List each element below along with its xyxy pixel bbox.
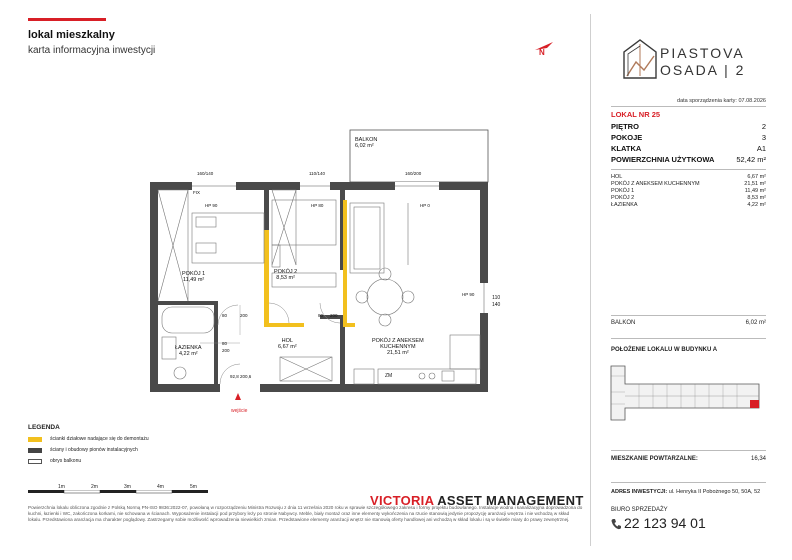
plan-room2-label [274,269,297,281]
window-dims: 110/140 [309,171,325,176]
repeatable-apartment-row [611,456,766,462]
info-label: POKOJE [611,133,643,142]
floor-plan [140,125,500,415]
window-dims: 160/140 [197,171,214,176]
brand-part-2: ASSET MANAGEMENT [433,493,584,508]
north-arrow-icon [533,38,555,56]
logo-line-2: OSADA | 2 [660,62,746,78]
window-width: 160 [197,171,205,176]
separator [611,169,766,170]
plan-living-label [372,338,424,356]
plan-room-area: 6,02 m² [355,143,374,149]
door-dim: 80 [222,313,228,318]
door-dim: 200 [240,313,248,318]
info-value: 3 [761,133,766,142]
balcony-label: BALKON [611,320,636,326]
window-height: 140 [205,171,214,176]
info-row-staircase [611,143,766,154]
plan-balcony-label [355,137,377,149]
entrance-arrow-icon [235,393,241,400]
building-position-title: POŁOŻENIE LOKALU W BUDYNKU A [611,347,718,353]
footer-disclaimer: Powierzchnia lokalu obliczona zgodnie z Polską Normą PN-ISO 9836:2022-07, powołaną w rozporządzeniu Ministra Rozwoju z dnia 11 września 2020 roku w sprawie szczegółowego zakresu i formy projektu budowlanego. Instalacje wodna i kanalizacyjna doprowadzona do kuchni, łazienki i WC, zakończona korkami, nie schowana w ścianach. Wyposażenie instalacji pod przybory leży po stronie Nabywcy. Meble, biały montaż oraz inne elementy wykończenia na rzucie stanowią jedynie propozycję aranżacji wnętrza i nie wchodzą w skład lokalu. Przedstawiona aranżacja ma charakter poglądowy. Zastrzegamy sobie możliwość wprowadzenia niewielkich zmian. Przedstawione elementy aranżacji wnętrz nie stanowią oferty handlowej ani wchodzą w skład lokalu i są w świetle miary do prawy zewnętrznej. [28,505,583,522]
rooms-table [611,174,766,209]
brand-part-1: VICTORIA [370,493,434,508]
window-width: 110 [492,295,501,301]
room-value: 8,53 m² [747,195,766,201]
legend-item [28,447,138,453]
address-label: ADRES INWESTYCJI: [611,489,668,495]
room-row [611,195,766,202]
sales-office-label: BIURO SPRZEDAŻY [611,507,668,513]
door-dim: 200 [222,348,230,353]
plan-bathroom-label [175,345,202,357]
info-value: 52,42 m² [736,155,766,164]
room-label: POKÓJ Z ANEKSEM KUCHENNYM [611,181,700,187]
scale-label: 2m [91,484,98,490]
room-value: 11,49 m² [744,188,766,194]
phone-icon [611,518,621,530]
legend-label: ściany i obudowy pionów instalacyjnych [50,447,138,453]
room-row [611,202,766,209]
room-label: POKÓJ 1 [611,188,635,194]
scale-label: 1m [58,484,65,490]
plan-room-name: BALKON [355,137,378,143]
page-subtitle: karta informacyjna inwestycji [28,45,156,56]
info-label: POWIERZCHNIA UŻYTKOWA [611,155,715,164]
room-label: POKÓJ 2 [611,195,635,201]
hp-label: HP 80 [311,203,324,208]
vertical-divider [590,14,591,546]
scale-label: 5m [190,484,197,490]
address-value: ul. Henryka II Pobożnego 50, 50A, 52 [668,489,761,495]
legend-title: LEGENDA [28,424,60,431]
balcony-row [611,320,766,326]
info-row-floor [611,121,766,132]
hp-label: HP 0 [420,203,430,208]
separator [611,338,766,339]
door-dim: 200,6 [240,374,252,379]
legend-item [28,458,81,464]
legend-label: obrys balkonu [50,458,82,464]
page-title: lokal mieszkalny [28,29,115,41]
repeatable-value: 16,34 [750,456,766,462]
info-label: KLATKA [611,144,642,153]
window-dims: 160/200 [405,171,422,176]
entrance-label: wejście [231,408,248,414]
info-value: A1 [756,144,766,153]
building-location-map [609,362,767,424]
plan-room-area: 8,53 m² [276,275,295,281]
side-window-dims [492,295,500,309]
window-height: 200 [413,171,422,176]
plan-room-area: 11,49 m² [182,277,205,283]
logo-line-1: PIASTOVA [660,45,745,61]
room-label: ŁAZIENKA [611,202,638,208]
legend-swatch [28,459,42,464]
door-dim: 200 [330,313,338,318]
door-dim: 80 [222,341,228,346]
plan-room-name: ŁAZIENKA [175,345,202,351]
room-value: 4,22 m² [747,202,766,208]
scale-bar [28,490,210,496]
svg-text:N: N [539,48,545,56]
room-value: 21,51 m² [744,181,766,187]
window-width: 110 [309,171,317,176]
plan-room-area: 21,51 m² [386,350,409,356]
plan-room-name: POKÓJ 1 [182,271,206,277]
room-row [611,174,766,181]
legend-swatch [28,448,42,453]
zm-label: ZM [385,373,393,379]
brand-logo-text [660,45,745,79]
hp-label: HP 90 [462,292,475,297]
separator [611,482,766,483]
plan-room-area: 4,22 m² [178,351,198,357]
separator [611,450,766,451]
scale-label: 3m [124,484,131,490]
separator [611,106,766,107]
room-row [611,181,766,188]
legend-item [28,436,149,442]
fix-label: FIX [193,190,201,195]
window-height: 140 [317,171,325,176]
room-value: 6,67 m² [747,174,766,180]
hp-label: HP 90 [205,203,218,208]
plan-room-name: HOL [281,338,293,344]
plan-room1-label [182,271,205,283]
info-table [611,121,766,165]
piastova-logo-icon [622,38,658,80]
sales-phone-number[interactable]: 22 123 94 01 [624,515,706,531]
room-row [611,188,766,195]
plan-hall-label [278,338,297,350]
info-label: PIĘTRO [611,122,639,131]
window-height: 140 [492,302,501,308]
door-dim: 92,8 [230,374,239,379]
plan-room-name-2: KUCHENNYM [380,344,416,350]
info-value: 2 [761,122,766,131]
info-row-area [611,154,766,165]
card-date: data sporządzenia karty: 07.08.2026 [677,98,766,104]
scale-label: 4m [157,484,164,490]
legend-label: ścianki działowe nadające się do demontażu [50,436,149,442]
repeatable-label: MIESZKANIE POWTARZALNE: [611,456,698,462]
balcony-value: 6,02 m² [745,320,766,326]
door-dim: 80 [318,313,324,318]
legend-swatch [28,437,42,442]
lokal-number: LOKAL NR 25 [611,110,661,119]
window-width: 160 [405,171,413,176]
header-accent-bar [28,18,106,21]
plan-room-name: POKÓJ 2 [274,269,298,275]
info-row-rooms [611,132,766,143]
plan-room-name: POKÓJ Z ANEKSEM [372,338,424,344]
address-row [611,489,779,495]
plan-room-area: 6,67 m² [278,344,297,350]
separator [611,315,766,316]
room-label: HOL [611,174,623,180]
